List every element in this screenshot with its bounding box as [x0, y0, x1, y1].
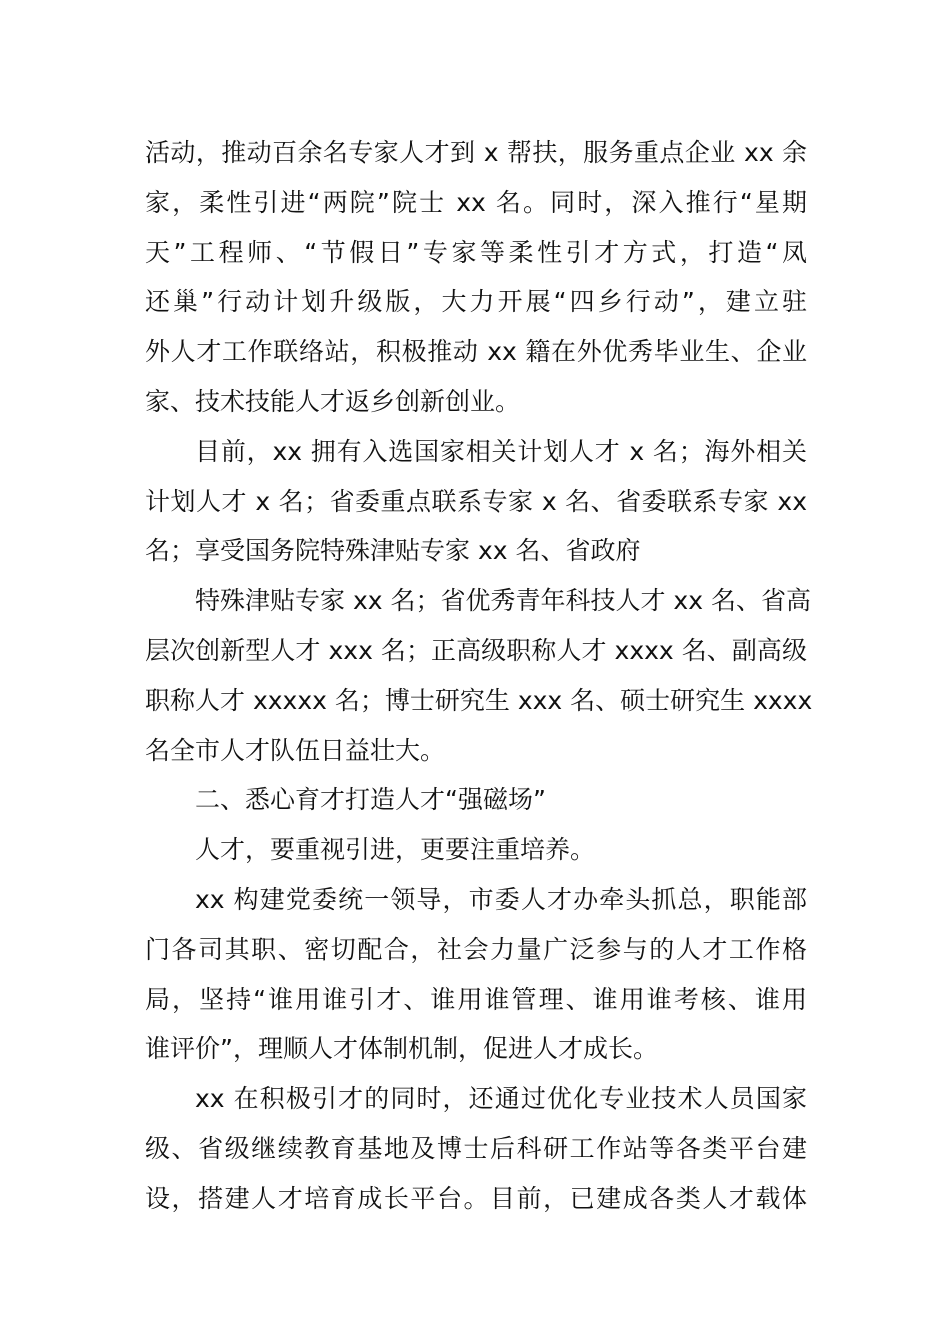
text-line: 名全市人才队伍日益壮大。: [145, 735, 446, 765]
text-line: xx 在积极引才的同时，还通过优化专业技术人员国家: [195, 1084, 807, 1114]
text-line: 谁评价”，理顺人才体制机制，促进人才成长。: [145, 1034, 658, 1064]
text-line: xx 构建党委统一领导，市委人才办牵头抓总，职能部: [195, 884, 807, 914]
text-line: 家、技术技能人才返乡创新创业。: [145, 386, 521, 416]
text-line: 外人才工作联络站，积极推动 xx 籍在外优秀毕业生、企业: [145, 337, 807, 367]
text-line: 设，搭建人才培育成长平台。目前，已建成各类人才载体: [145, 1183, 807, 1213]
text-line: 家，柔性引进“两院”院士 xx 名。同时，深入推行“星期: [145, 187, 807, 217]
text-line: 名；享受国务院特殊津贴专家 xx 名、省政府: [145, 536, 641, 566]
text-line: 还巢”行动计划升级版，大力开展“四乡行动”，建立驻: [145, 287, 807, 317]
text-line: 目前，xx 拥有入选国家相关计划人才 x 名；海外相关: [195, 436, 807, 466]
text-line: 活动，推动百余名专家人才到 x 帮扶，服务重点企业 xx 余: [145, 138, 807, 167]
text-line: 天”工程师、“节假日”专家等柔性引才方式，打造“凤: [145, 237, 807, 267]
text-line: 计划人才 x 名；省委重点联系专家 x 名、省委联系专家 xx: [145, 486, 807, 516]
text-line: 局，坚持“谁用谁引才、谁用谁管理、谁用谁考核、谁用: [145, 984, 807, 1014]
text-line: 人才，要重视引进，更要注重培养。: [195, 835, 596, 865]
text-line: 职称人才 xxxxx 名；博士研究生 xxx 名、硕士研究生 xxxx: [145, 685, 813, 715]
text-line: 二、悉心育才打造人才“强磁场”: [195, 785, 546, 815]
text-line: 特殊津贴专家 xx 名；省优秀青年科技人才 xx 名、省高: [195, 586, 811, 616]
document-body: [145, 128, 813, 1224]
text-line: 层次创新型人才 xxx 名；正高级职称人才 xxxx 名、副高级: [145, 635, 807, 665]
text-line: 级、省级继续教育基地及博士后科研工作站等各类平台建: [145, 1133, 807, 1163]
text-line: 门各司其职、密切配合，社会力量广泛参与的人才工作格: [145, 934, 807, 964]
